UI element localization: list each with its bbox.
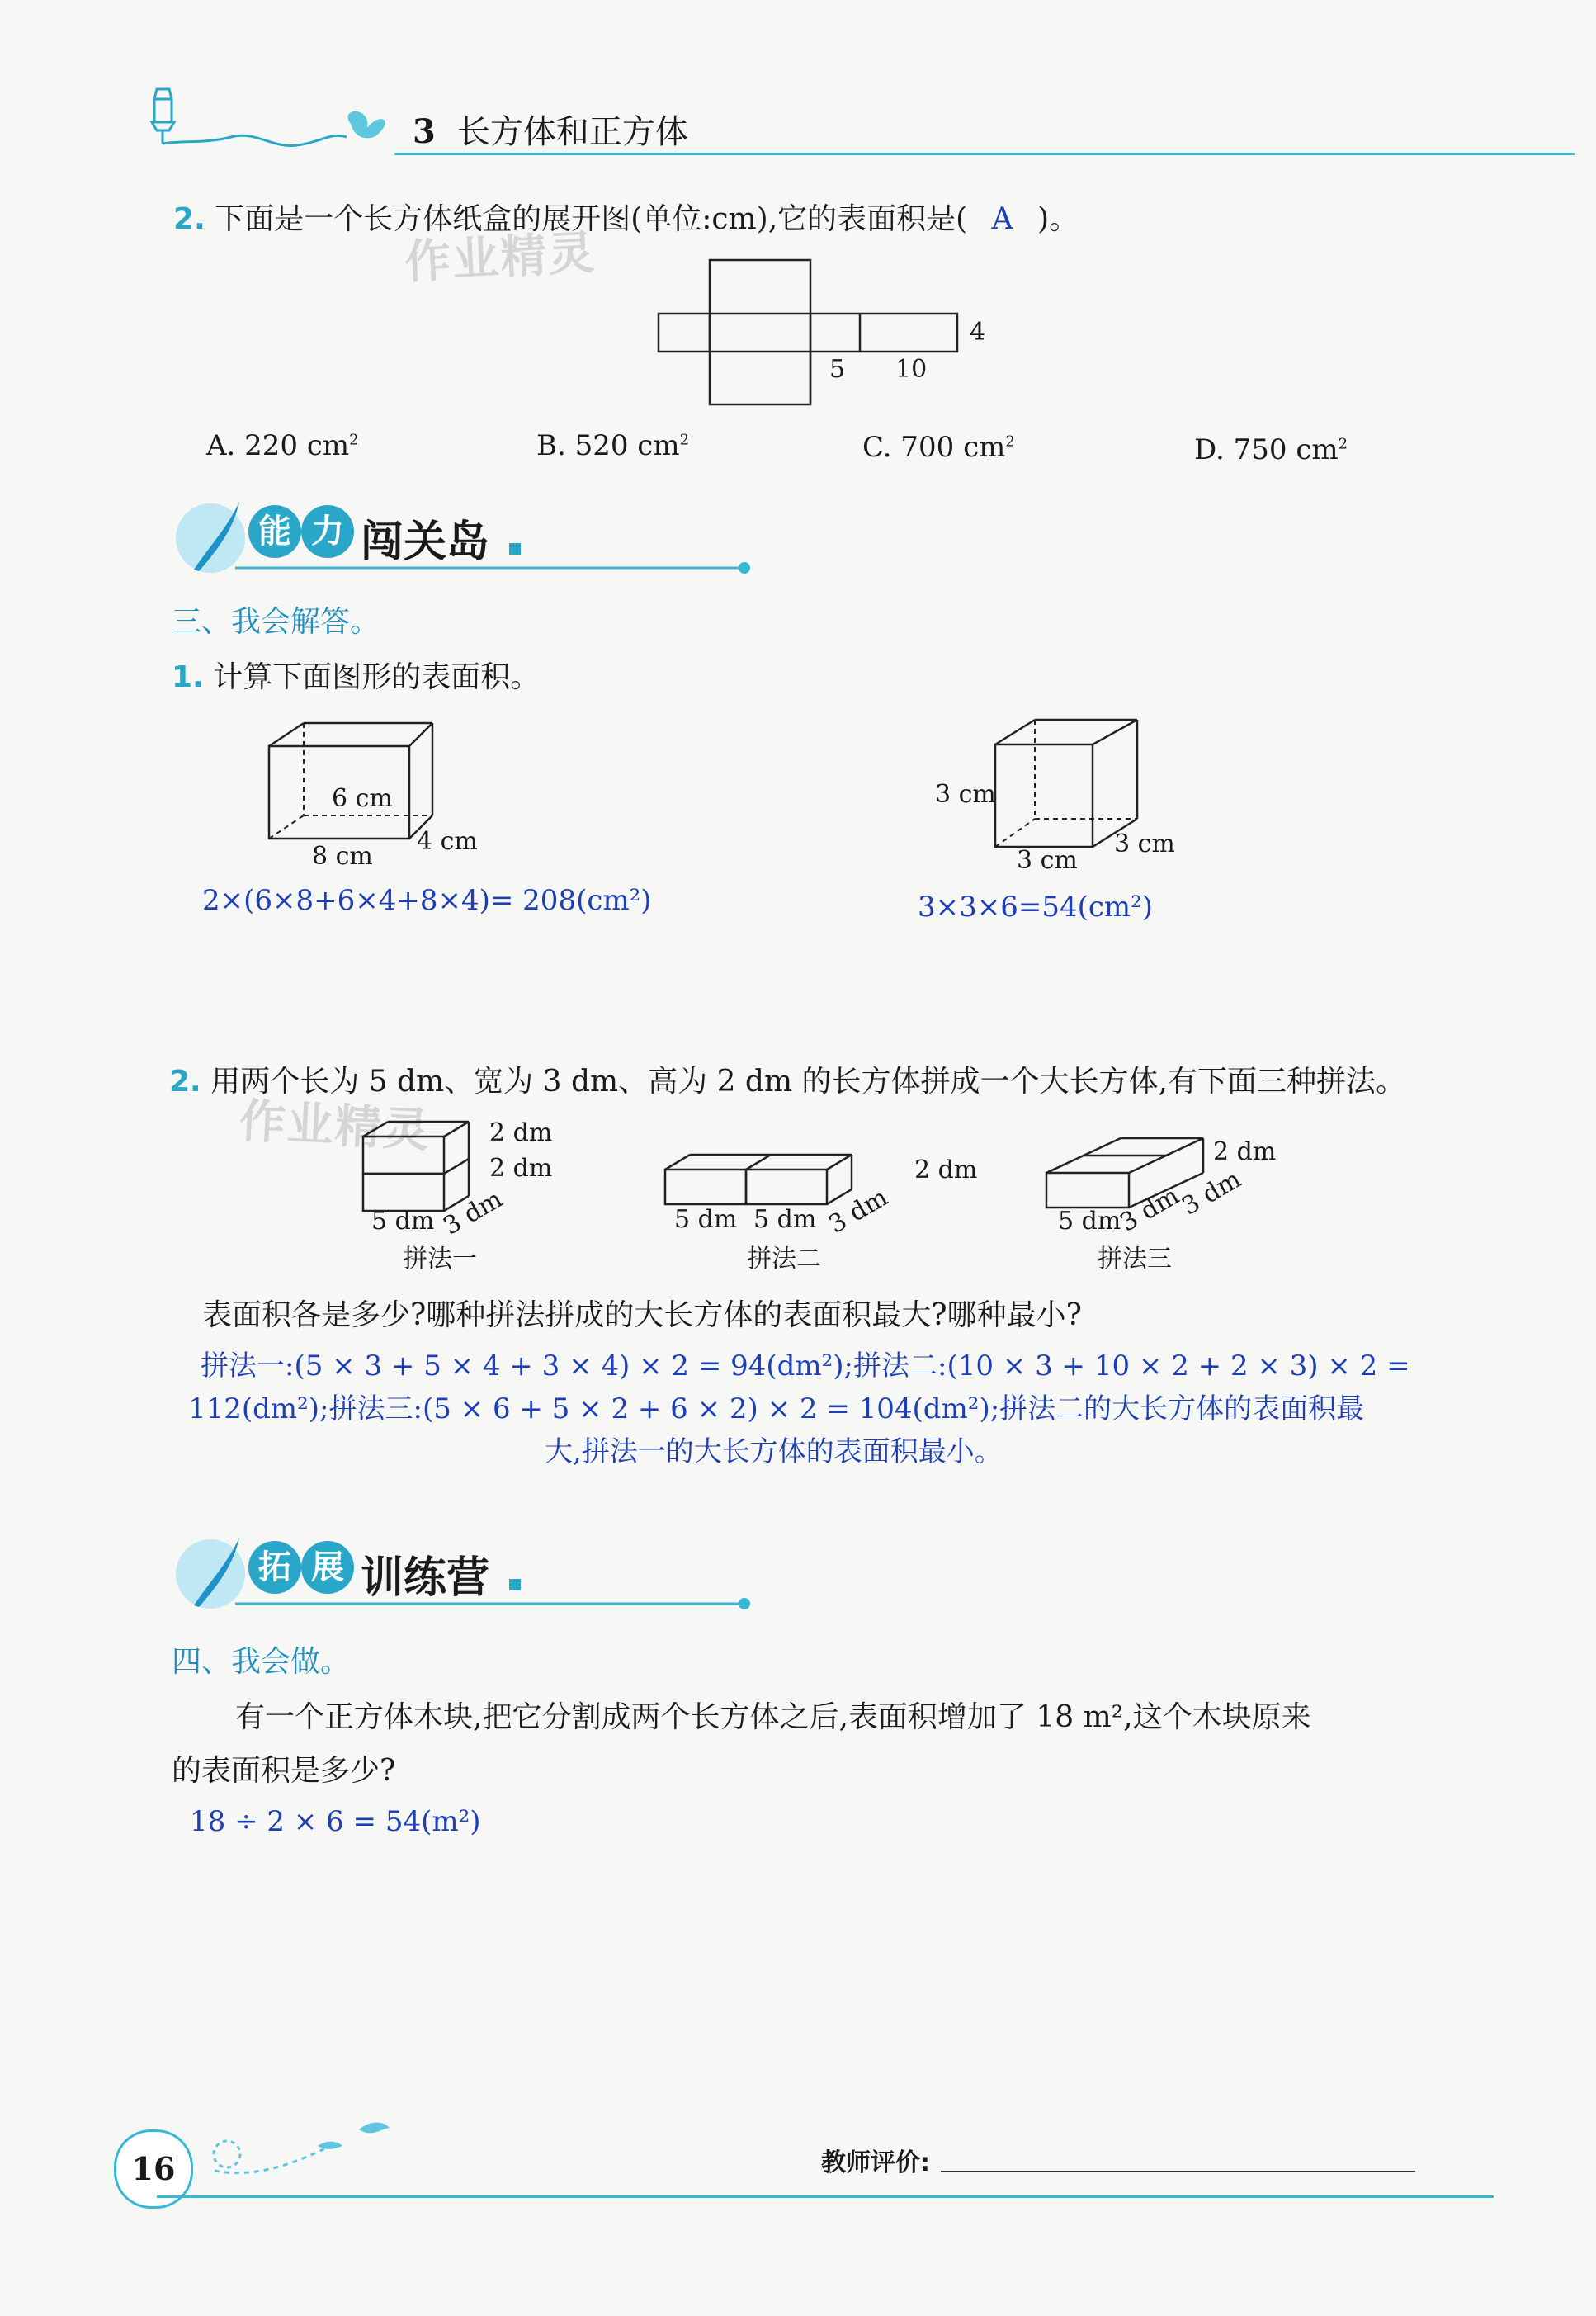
box1-answer: 2×(6×8+6×4+8×4)= 208(cm²) — [202, 884, 652, 917]
bird-decoration-icon — [206, 2105, 396, 2187]
watermark-2: 作业精灵 — [238, 1094, 432, 1159]
fig3-caption: 拼法三 — [1098, 1245, 1172, 1274]
s3-q2-answer-line-2: 112(dm²);拼法三:(5 × 6 + 5 × 2 + 6 × 2) × 2 = 104(dm²);拼法二的大长方体的表面积最 — [188, 1392, 1365, 1425]
question-2-text: 下面是一个长方体纸盒的展开图(单位:cm),它的表面积是( — [215, 202, 968, 236]
fig2-width-label: 3 dm — [824, 1183, 893, 1240]
fig1-length-label: 5 dm — [371, 1207, 435, 1236]
lamp-butterfly-decoration-icon — [132, 74, 404, 157]
option-d: D. 750 $cm^2$ — [1194, 433, 1348, 466]
s3-q2-question: 表面积各是多少?哪种拼法拼成的大长方体的表面积最大?哪种最小? — [202, 1298, 1082, 1332]
box1-length-label: 8 cm — [312, 842, 373, 871]
watermark: 作业精灵 — [403, 225, 597, 291]
box1-height-label: 6 cm — [332, 784, 393, 813]
question-2-answer: A — [991, 202, 1013, 236]
box2-width-label: 3 cm — [1114, 830, 1175, 858]
section-3-title: 三、我会解答。 — [172, 605, 380, 639]
option-a: A. 220 $cm^2$ — [206, 429, 359, 462]
page-number: 16 — [114, 2129, 193, 2209]
s3-q2-answer-line-1: 拼法一:(5 × 3 + 5 × 4 + 3 × 4) × 2 = 94(dm²);拼法二:(10 × 3 + 10 × 2 + 2 × 3) × 2 = — [201, 1349, 1410, 1383]
fig3-length-label: 5 dm — [1058, 1207, 1121, 1236]
banner-title: 闯关岛 — [361, 518, 490, 567]
box2-length-label: 3 cm — [1017, 846, 1078, 875]
s3-q2-answer-line-3: 大,拼法一的大长方体的表面积最小。 — [545, 1435, 1003, 1468]
fig1-h2-label: 2 dm — [489, 1154, 553, 1183]
square-icon-2 — [509, 1579, 521, 1590]
banner2-tag-1: 拓 — [248, 1541, 301, 1594]
section-banner-extension — [169, 1531, 755, 1614]
s3-question-2: 2. 用两个长为 5 dm、宽为 3 dm、高为 2 dm 的长方体拼成一个大长方体,有下面三种拼法。 — [169, 1065, 1405, 1099]
fig3-width1-label: 3 dm — [1115, 1181, 1184, 1238]
fig3-width2-label: 3 dm — [1177, 1165, 1246, 1222]
banner-tag-2: 力 — [301, 505, 354, 558]
fig2-length2-label: 5 dm — [753, 1205, 817, 1234]
footer-rule — [157, 2195, 1494, 2198]
s4-answer: 18 ÷ 2 × 6 = 54(m²) — [190, 1805, 481, 1838]
chapter-title: 长方体和正方体 — [456, 113, 688, 151]
fig1-h1-label: 2 dm — [489, 1118, 553, 1147]
section-banner-ability — [169, 495, 755, 578]
fig3-height-label: 2 dm — [1213, 1137, 1277, 1166]
fig2-caption: 拼法二 — [747, 1245, 821, 1274]
box2-height-label: 3 cm — [935, 780, 996, 809]
banner-tag-1: 能 — [248, 505, 301, 558]
net-label-4: 4 — [970, 318, 986, 347]
box2-answer: 3×3×6=54(cm²) — [918, 891, 1154, 924]
net-label-10: 10 — [895, 355, 928, 384]
s3-question-1: 1. 计算下面图形的表面积。 — [172, 660, 541, 694]
header-rule — [394, 153, 1575, 155]
fig2-length1-label: 5 dm — [674, 1205, 738, 1234]
s4-text-line-1: 有一个正方体木块,把它分割成两个长方体之后,表面积增加了 18 m²,这个木块原来 — [235, 1700, 1311, 1734]
teacher-eval-label: 教师评价: — [821, 2148, 930, 2177]
fig1-caption: 拼法一 — [403, 1245, 477, 1274]
question-2-stem: 2. 下面是一个长方体纸盒的展开图(单位:cm),它的表面积是( A )。 — [173, 202, 1079, 236]
option-c: C. 700 $cm^2$ — [862, 431, 1015, 464]
banner2-title: 训练营 — [361, 1553, 490, 1603]
option-b: B. 520 $cm^2$ — [536, 429, 690, 462]
fig1-width-label: 3 dm — [438, 1184, 508, 1241]
s4-text-line-2: 的表面积是多少? — [172, 1754, 396, 1788]
box1-width-label: 4 cm — [417, 827, 478, 856]
square-icon — [509, 543, 521, 555]
section-4-title: 四、我会做。 — [172, 1645, 351, 1679]
fig2-height-label: 2 dm — [914, 1156, 978, 1184]
teacher-eval-line — [941, 2171, 1415, 2172]
net-label-5: 5 — [829, 355, 846, 384]
chapter-number: 3 — [413, 112, 436, 151]
banner2-tag-2: 展 — [301, 1541, 354, 1594]
box-net-diagram — [652, 256, 999, 413]
